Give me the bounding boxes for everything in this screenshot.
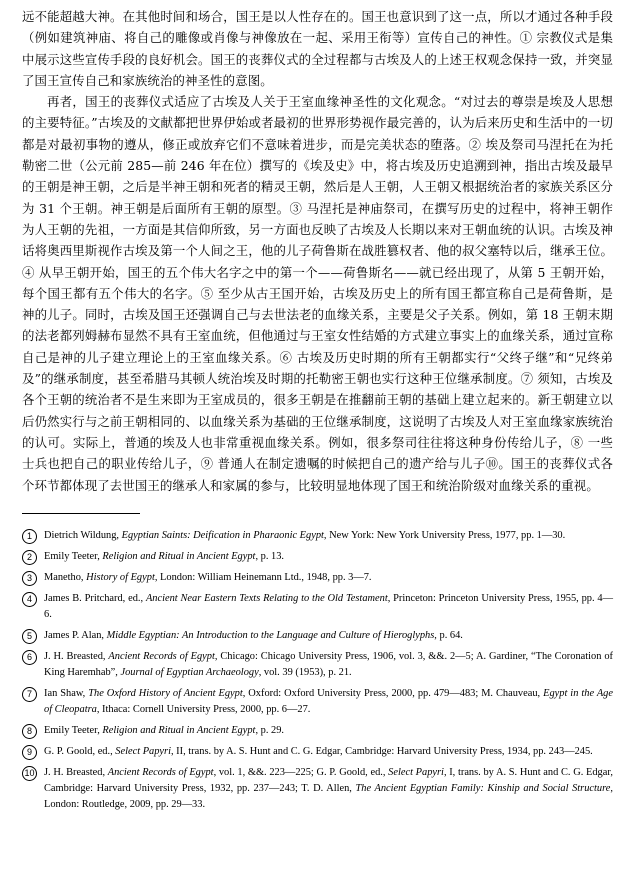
fn-author: Emily Teeter, — [44, 550, 103, 562]
fn-publication: , Ithaca: Cornell University Press, 2000, pp. 6—27. — [96, 703, 311, 715]
footnote-number: 9 — [22, 745, 37, 760]
fn-author: J. H. Breasted, — [44, 650, 109, 662]
footnote-separator — [22, 513, 140, 514]
fn-publication: , New York: New York University Press, 1977, pp. 1—30. — [323, 529, 566, 541]
fn-publication: , Princeton: Princeton University Press, 1955, pp. 4—6. — [44, 592, 614, 620]
fn-publication: , p. 13. — [255, 550, 285, 562]
fn-author: J. H. Breasted, — [44, 766, 108, 778]
fn-author: Manetho, — [44, 571, 87, 583]
footnote-5 — [22, 628, 613, 644]
fn-title: Select Papyri — [388, 766, 444, 778]
footnote-number: 2 — [22, 550, 37, 565]
footnote-3 — [22, 570, 613, 586]
footnote-number: 5 — [22, 629, 37, 644]
fn-title: Religion and Ritual in Ancient Egypt — [102, 724, 256, 736]
footnote-number: 4 — [22, 592, 37, 607]
footnote-number: 7 — [22, 687, 37, 702]
footnote-7 — [22, 686, 613, 718]
footnote-10 — [22, 765, 613, 813]
fn-title: History of Egypt — [86, 571, 155, 583]
footnote-number: 1 — [22, 529, 37, 544]
footnote-8 — [22, 723, 613, 739]
fn-title: Select Papyri — [115, 745, 171, 757]
fn-title: Egyptian Saints: Deification in Pharaonic Egypt — [121, 529, 324, 541]
fn-author: James B. Pritchard, ed., — [44, 592, 146, 604]
fn-publication: , vol. 1, &&. 223—225; G. P. Goold, ed., — [213, 766, 389, 778]
fn-publication: , II, trans. by A. S. Hunt and C. G. Edgar, Cambridge: Harvard University Press, 1934, pp. 243—245. — [170, 745, 593, 757]
fn-title: Middle Egyptian: An Introduction to the Language and Culture of Hieroglyphs — [106, 629, 435, 641]
fn-author: G. P. Goold, ed., — [44, 745, 116, 757]
fn-publication: , I, trans. by A. S. Hunt and C. G. Edgar, Cambridge: Harvard University Press, 1932, pp. 237—243; T. D. Allen, — [44, 766, 613, 794]
fn-publication: , London: Routledge, 2009, pp. 29—33. — [44, 782, 613, 810]
footnote-2 — [22, 549, 613, 565]
fn-title: Egypt in the Age of Cleopatra — [44, 687, 613, 715]
footnote-6 — [22, 649, 613, 681]
paragraph-2: 再者，国王的丧葬仪式适应了古埃及人关于王室血缘神圣性的文化观念。“对过去的尊崇是埃及人思想的主要特征。”古埃及的文献都把世界伊始或者最初的世界形势视作最完善的，认为后来历史和生活中的一切都是对最初事物的遵从，修正或放弃它们不意味着进步，而是完美状态的堕落。② 埃及祭司马涅托在为托勒密二世（公元前 285—前 246 年在位）撰写的《埃及史》中，将古埃及历史追溯到神，指出古埃及最早的王朝是神王朝，之后是半神王朝和死者的精灵王朝，然后是人王朝，人王朝又根据统治者的家族关系区分为 31 个王朝。神王朝是后面所有王朝的原型。③ 马涅托是神庙祭司，在撰写历史的过程中，将神王朝作为人王朝的先祖，一方面是其信仰所致，另一方面也反映了古埃及人长期以来对王朝血统的认识。古埃及神话将奥西里斯视作古埃及第一个人间之王，他的儿子荷鲁斯在战胜篡权者、他的叔父塞特以后，继承王位。④ 从早王朝开始，国王的五个伟大名字之中的第一个——荷鲁斯名——就已经出现了，从第 5 王朝开始，每个国王都有五个伟大的名字。⑤ 至少从古王国开始，古埃及历史上的所有国王都宣称自己是荷鲁斯，是神的儿子。同时，古埃及国王还强调自己与去世法老的血缘关系，主要是父子关系。例如，第 18 王朝末期的法老都列姆赫布显然不具有王室血统，但他通过与王室女性结婚的方式建立事实上的血缘关系，通过宣称自己是神的儿子建立理论上的王室血缘关系。⑥ 古埃及历史时期的所有王朝都实行“父终子继”和“兄终弟及”的继承制度，甚至希腊马其顿人统治埃及时期的托勒密王朝也实行这种王位继承制度。⑦ 须知，古埃及各个王朝的统治者不是生来即为王室成员的，很多王朝是在推翻前王朝的基础上建立起来的。新王朝建立以后仍然实行与之前王朝相同的、以血缘关系为基础的王位继承制度，这说明了古埃及人对王室血缘家族统治的认可。实际上，普通的埃及人也非常重视血缘关系。例如，很多祭司往往将这种身份传给儿子，⑧ 一些士兵也把自己的职业传给儿子，⑨ 普通人在制定遗嘱的时候把自己的遗产给与儿子⑩。国王的丧葬仪式各个环节都体现了去世国王的继承人和家属的参与，比较明显地体现了国王和统治阶级对血缘关系的重视。 — [22, 94, 613, 493]
fn-publication: , p. 64. — [434, 629, 463, 641]
fn-title: Religion and Ritual in Ancient Egypt — [102, 550, 256, 562]
footnote-number: 3 — [22, 571, 37, 586]
fn-title: Ancient Records of Egypt — [108, 650, 215, 662]
paragraph-1: 远不能超越大神。在其他时间和场合，国王是以人性存在的。国王也意识到了这一点，所以才通过各种手段（例如建筑神庙、将自己的雕像或肖像与神像放在一起、采用王衔等）宣传自己的神性。① 宗教仪式是集中展示这些宣传手段的良好机会。国王的丧葬仪式的全过程都与古埃及人的上述王权观念保持一致，并突显了国王宣传自己和家族统治的神圣性的意图。 — [22, 9, 613, 88]
fn-title: The Ancient Egyptian Family: Kinship and Social Structure — [355, 782, 611, 794]
fn-author: Dietrich Wildung, — [44, 529, 122, 541]
footnote-1 — [22, 528, 613, 544]
fn-publication: , London: William Heinemann Ltd., 1948, pp. 3—7. — [154, 571, 372, 583]
fn-author: Ian Shaw, — [44, 687, 89, 699]
footnote-9 — [22, 744, 613, 760]
body-text — [22, 6, 613, 496]
fn-author: James P. Alan, — [44, 629, 107, 641]
footnote-number: 8 — [22, 724, 37, 739]
fn-publication: , Oxford: Oxford University Press, 2000, pp. 479—483; M. Chauveau, — [242, 687, 544, 699]
fn-publication: , vol. 39 (1953), p. 21. — [258, 666, 352, 678]
fn-publication: , Chicago: Chicago University Press, 1906, vol. 3, &&. 2—5; A. Gardiner, “The Coronation of King Haremhab”, — [44, 650, 613, 678]
fn-title: Ancient Near Eastern Texts Relating to the Old Testament — [145, 592, 388, 604]
footnotes-list — [22, 528, 613, 813]
fn-publication: , p. 29. — [255, 724, 285, 736]
fn-title: The Oxford History of Ancient Egypt — [88, 687, 243, 699]
fn-author: Emily Teeter, — [44, 724, 103, 736]
footnote-number: 10 — [22, 766, 37, 781]
fn-journal: Journal of Egyptian Archaeology — [120, 666, 259, 678]
footnote-4 — [22, 591, 613, 623]
fn-title: Ancient Records of Egypt — [107, 766, 214, 778]
footnote-number: 6 — [22, 650, 37, 665]
